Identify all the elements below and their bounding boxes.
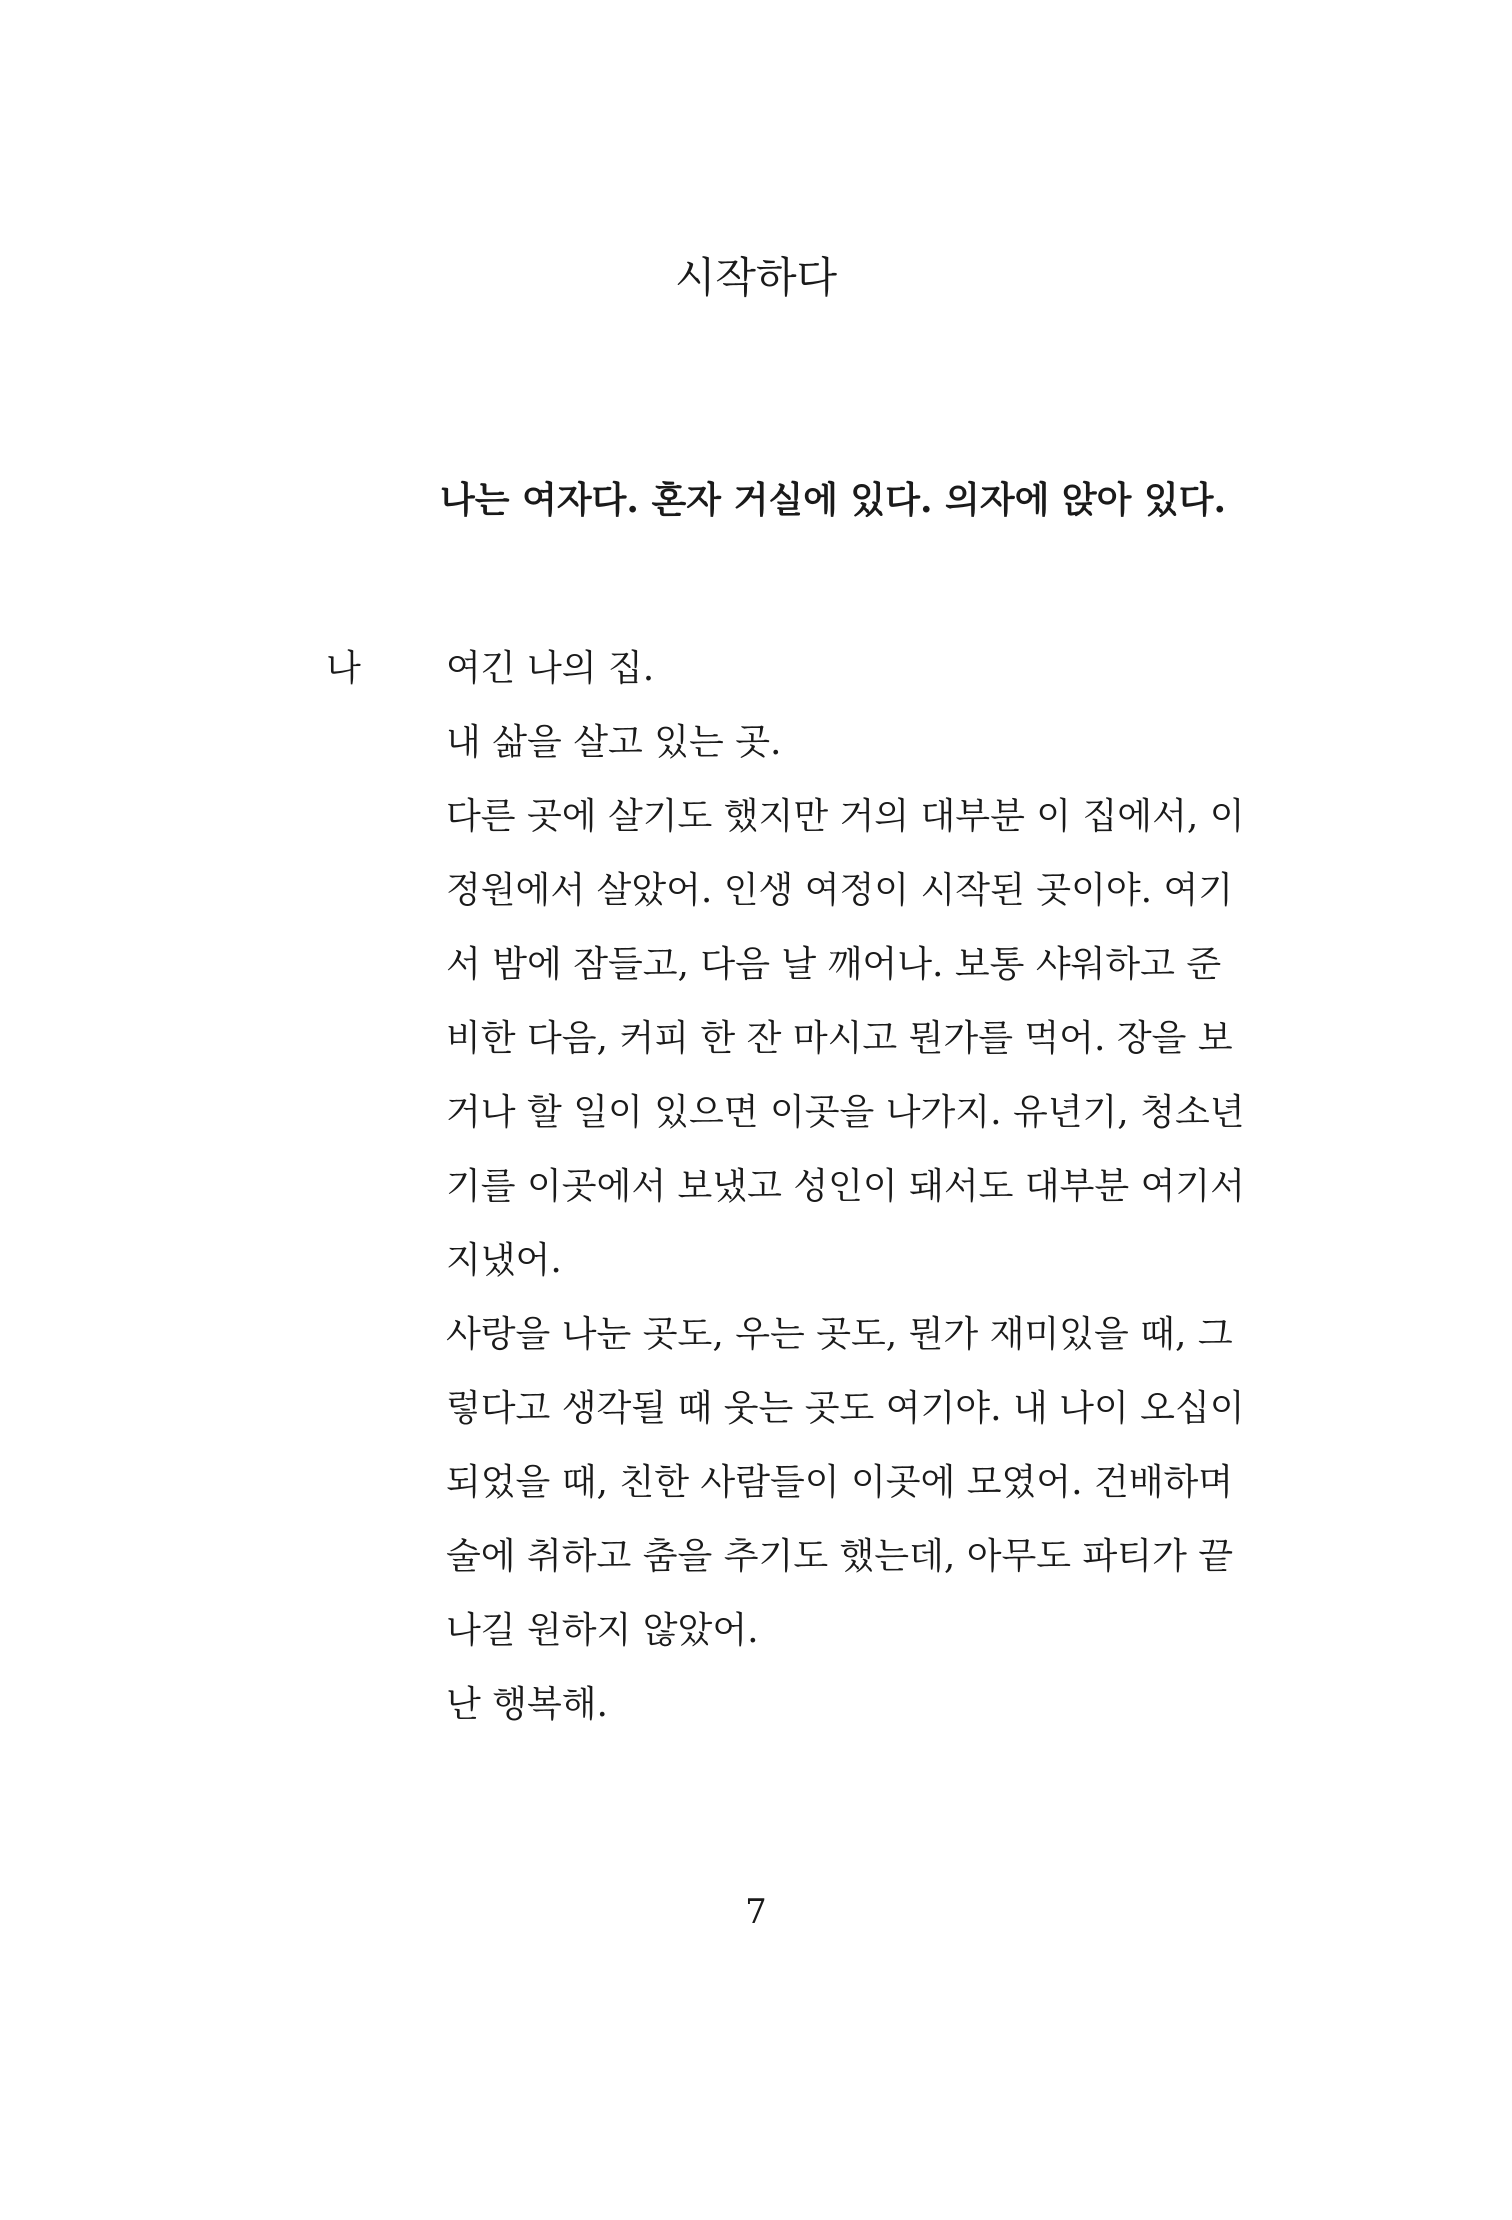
dialogue-line: 렇다고 생각될 때 웃는 곳도 여기야. 내 나이 오십이 <box>446 1388 1245 1429</box>
dialogue-line: 술에 취하고 춤을 추기도 했는데, 아무도 파티가 끝 <box>446 1536 1234 1577</box>
dialogue-line: 난 행복해. <box>446 1684 608 1725</box>
dialogue-line: 거나 할 일이 있으면 이곳을 나가지. 유년기, 청소년 <box>446 1092 1245 1133</box>
dialogue-line: 되었을 때, 친한 사람들이 이곳에 모였어. 건배하며 <box>446 1462 1234 1503</box>
dialogue-line: 사랑을 나눈 곳도, 우는 곳도, 뭔가 재미있을 때, 그 <box>446 1314 1233 1355</box>
speaker-label: 나 <box>326 648 361 689</box>
dialogue-line: 다른 곳에 살기도 했지만 거의 대부분 이 집에서, 이 <box>446 796 1245 837</box>
dialogue-paragraph <box>446 780 1266 1298</box>
dialogue-line: 지냈어. <box>446 1240 562 1281</box>
dialogue-line: 서 밤에 잠들고, 다음 날 깨어나. 보통 샤워하고 준 <box>446 944 1222 985</box>
dialogue-line: 기를 이곳에서 보냈고 성인이 돼서도 대부분 여기서 <box>446 1166 1245 1207</box>
stage-direction: 나는 여자다. 혼자 거실에 있다. 의자에 앉아 있다. <box>440 479 1227 521</box>
dialogue-line: 정원에서 살았어. 인생 여정이 시작된 곳이야. 여기 <box>446 870 1234 911</box>
dialogue-line: 내 삶을 살고 있는 곳. <box>446 722 782 763</box>
dialogue-paragraph <box>446 632 1266 706</box>
page-number: 7 <box>745 1892 767 1932</box>
dialogue-block <box>446 632 1266 1742</box>
dialogue-line: 나길 원하지 않았어. <box>446 1610 759 1651</box>
dialogue-line: 여긴 나의 집. <box>446 648 655 689</box>
page-title: 시작하다 <box>674 253 838 302</box>
dialogue-line: 비한 다음, 커피 한 잔 마시고 뭔가를 먹어. 장을 보 <box>446 1018 1233 1059</box>
dialogue-paragraph <box>446 706 1266 780</box>
dialogue-paragraph <box>446 1668 1266 1742</box>
dialogue-paragraph <box>446 1298 1266 1668</box>
